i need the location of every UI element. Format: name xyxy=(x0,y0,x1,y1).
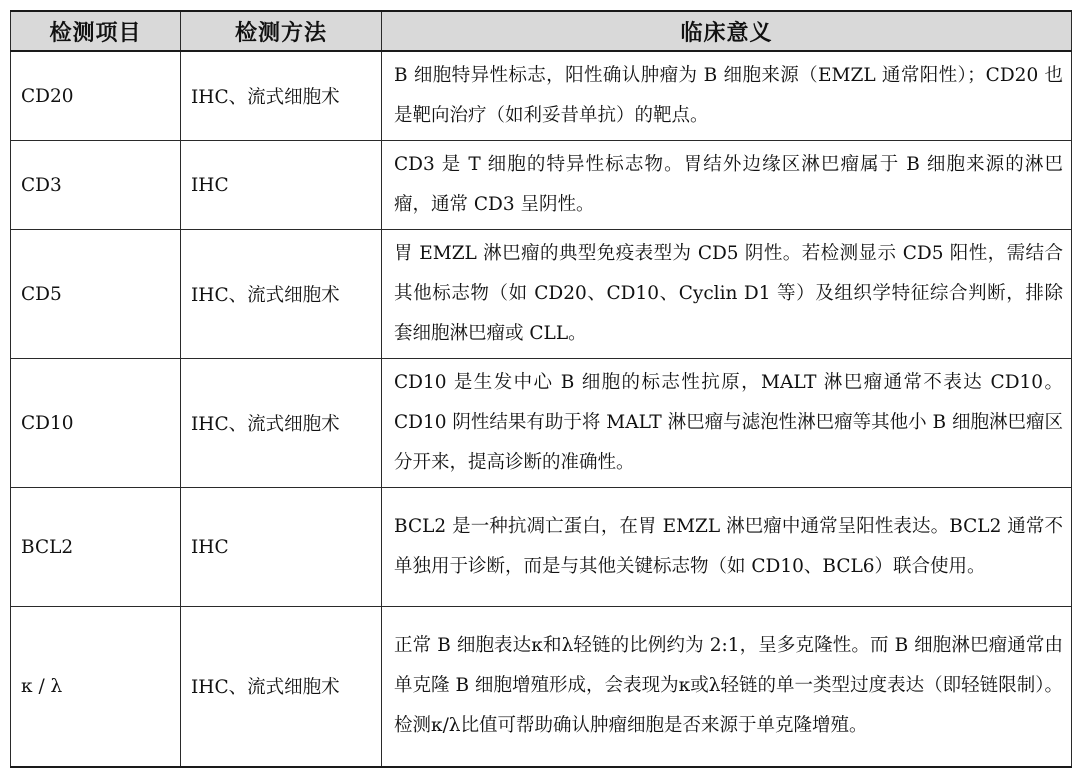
biomarker-table xyxy=(10,10,1072,768)
marker-cell: κ / λ xyxy=(11,607,181,767)
table-row xyxy=(11,51,1072,141)
marker-cell: BCL2 xyxy=(11,488,181,607)
method-cell: IHC、流式细胞术 xyxy=(181,607,382,767)
table-row xyxy=(11,607,1072,767)
table-row xyxy=(11,488,1072,607)
table-row xyxy=(11,230,1072,359)
method-cell: IHC、流式细胞术 xyxy=(181,51,382,141)
marker-cell: CD3 xyxy=(11,141,181,230)
marker-cell: CD10 xyxy=(11,359,181,488)
meaning-cell: CD10 是生发中心 B 细胞的标志性抗原，MALT 淋巴瘤通常不表达 CD10。CD10 阴性结果有助于将 MALT 淋巴瘤与滤泡性淋巴瘤等其他小 B 细胞淋巴瘤区分开来，提高诊断的准确性。 xyxy=(382,359,1072,488)
table-row xyxy=(11,359,1072,488)
marker-cell: CD20 xyxy=(11,51,181,141)
meaning-cell: B 细胞特异性标志，阳性确认肿瘤为 B 细胞来源（EMZL 通常阳性）；CD20 也是靶向治疗（如利妥昔单抗）的靶点。 xyxy=(382,51,1072,141)
meaning-cell: 正常 B 细胞表达κ和λ轻链的比例约为 2:1，呈多克隆性。而 B 细胞淋巴瘤通常由单克隆 B 细胞增殖形成，会表现为κ或λ轻链的单一类型过度表达（即轻链限制）。检测κ/λ比值可帮助确认肿瘤细胞是否来源于单克隆增殖。 xyxy=(382,607,1072,767)
header-test-method: 检测方法 xyxy=(181,11,382,51)
method-cell: IHC、流式细胞术 xyxy=(181,359,382,488)
method-cell: IHC、流式细胞术 xyxy=(181,230,382,359)
table-row xyxy=(11,141,1072,230)
marker-cell: CD5 xyxy=(11,230,181,359)
header-row xyxy=(11,11,1072,51)
header-test-item: 检测项目 xyxy=(11,11,181,51)
method-cell: IHC xyxy=(181,141,382,230)
method-cell: IHC xyxy=(181,488,382,607)
header-clinical-significance: 临床意义 xyxy=(382,11,1072,51)
meaning-cell: CD3 是 T 细胞的特异性标志物。胃结外边缘区淋巴瘤属于 B 细胞来源的淋巴瘤，通常 CD3 呈阴性。 xyxy=(382,141,1072,230)
meaning-cell: 胃 EMZL 淋巴瘤的典型免疫表型为 CD5 阴性。若检测显示 CD5 阳性，需结合其他标志物（如 CD20、CD10、Cyclin D1 等）及组织学特征综合判断，排除套细胞淋巴瘤或 CLL。 xyxy=(382,230,1072,359)
meaning-cell: BCL2 是一种抗凋亡蛋白，在胃 EMZL 淋巴瘤中通常呈阳性表达。BCL2 通常不单独用于诊断，而是与其他关键标志物（如 CD10、BCL6）联合使用。 xyxy=(382,488,1072,607)
